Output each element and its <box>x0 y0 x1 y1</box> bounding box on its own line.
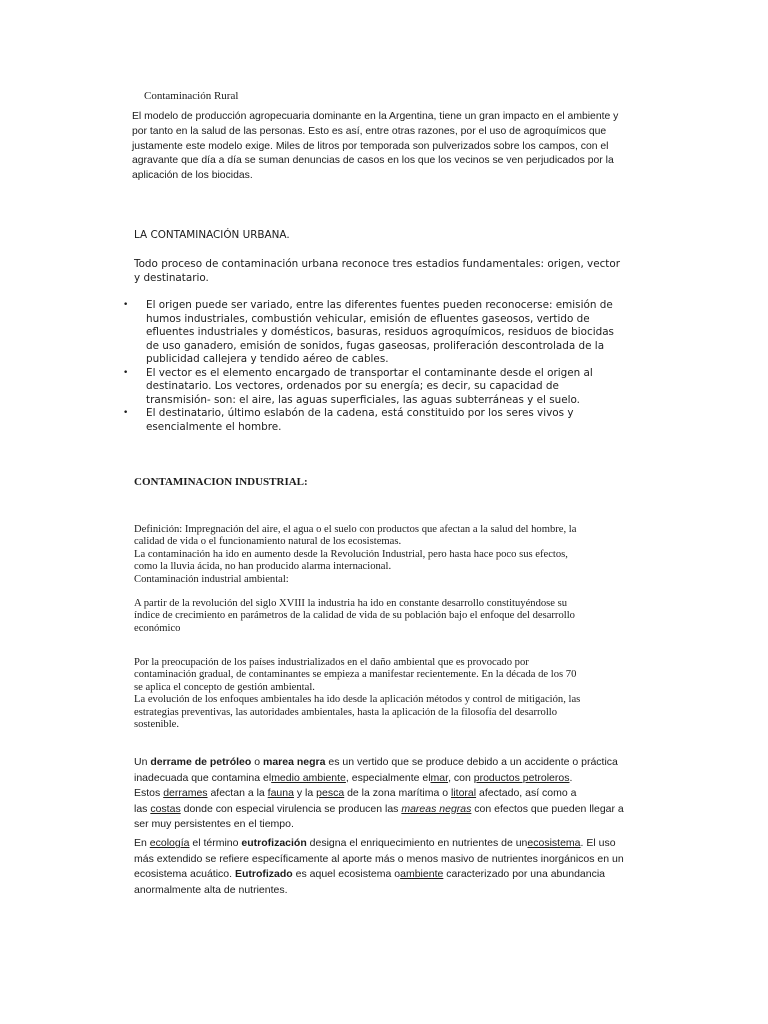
industrial-definition <box>134 524 646 586</box>
text-run: afectan a la <box>207 787 268 799</box>
eutrophication-paragraph <box>134 836 646 898</box>
text-run: afectado, así como a <box>476 787 577 799</box>
text-run: En <box>134 837 150 849</box>
urban-bullet-list <box>112 299 642 434</box>
link-fauna[interactable]: fauna <box>267 787 294 799</box>
text-run: es aquel ecosistema o <box>292 868 401 880</box>
text-line: económico <box>134 622 181 634</box>
text-run: más extendido se refiere específicamente al aporte más o menos masivo de nutrientes inorgánicos en un <box>134 852 624 865</box>
text-line: justamente este modelo exige. Miles de litros por temporada son pulverizados sobre los campos, con el <box>132 140 609 152</box>
text-run: , con <box>448 771 474 784</box>
text-run: . <box>569 771 573 784</box>
text-line: publicidad callejera y tendido aéreo de cables. <box>146 353 389 365</box>
text-run: o <box>251 756 263 768</box>
text-line: como la lluvia ácida, no han producido alarma internacional. <box>134 561 392 573</box>
bullet-icon: • <box>123 408 129 418</box>
text-line: El origen puede ser variado, entre las diferentes fuentes pueden reconocerse: emisión de <box>146 299 613 311</box>
text-line: estrategias preventivas, las autoridades ambientales, hasta la aplicación de la filosofía del desarrollo <box>134 706 557 718</box>
text-run: ser muy persistentes en el tiempo. <box>134 818 294 830</box>
link-derrames[interactable]: derrames <box>163 787 208 799</box>
text-run: con efectos que pueden llegar a <box>471 802 624 815</box>
link-productos-petroleros[interactable]: productos petroleros <box>473 771 570 784</box>
text-line: aplicación de los biocidas. <box>132 170 253 182</box>
list-item <box>112 299 642 367</box>
text-line: se aplica el concepto de gestión ambiental. <box>134 681 315 693</box>
text-run: , especialmente el <box>345 771 431 784</box>
text-line: Contaminación industrial ambiental: <box>134 573 289 585</box>
text-line: agravante que día a día se suman denuncias de casos en los que los vecinos se ven perjudicados por la <box>132 155 614 167</box>
link-ambiente[interactable]: ambiente <box>400 868 444 880</box>
link-ecologia[interactable]: ecología <box>149 837 190 849</box>
text-run: y la <box>293 787 317 799</box>
text-line: calidad de vida o el funcionamiento natural de los ecosistemas. <box>134 536 402 548</box>
text-run: Un <box>134 756 151 768</box>
link-mareas-negras[interactable]: mareas negras <box>401 802 472 815</box>
industrial-paragraph <box>134 598 646 635</box>
text-line: El vector es el elemento encargado de transportar el contaminante desde el origen al <box>146 366 593 379</box>
text-run: inadecuada que contamina el <box>134 771 272 784</box>
text-line: El destinatario, último eslabón de la cadena, está constituido por los seres vivos y <box>146 407 574 419</box>
link-mar[interactable]: mar <box>430 771 449 784</box>
link-litoral[interactable]: litoral <box>450 787 477 799</box>
text-run: . El uso <box>580 837 616 849</box>
text-run: ecosistema acuático. <box>134 868 235 880</box>
term-bold: Eutrofizado <box>234 868 293 880</box>
text-line: efluentes industriales y domésticos, basuras, residuos agroquímicos, residuos de biocidas <box>146 326 614 338</box>
bullet-icon: • <box>123 367 129 378</box>
link-ecosistema[interactable]: ecosistema <box>527 837 581 849</box>
text-line: índice de crecimiento en parámetros de la calidad de vida de su población bajo el enfoque del desarrollo <box>134 610 575 622</box>
link-pesca[interactable]: pesca <box>316 787 345 799</box>
link-medio-ambiente[interactable]: medio ambiente <box>271 771 346 784</box>
section-title-urban: LA CONTAMINACIÓN URBANA. <box>134 229 290 241</box>
text-line: y destinatario. <box>134 272 209 284</box>
urban-intro <box>134 257 640 285</box>
text-line: El modelo de producción agropecuaria dominante en la Argentina, tiene un gran impacto en el ambiente y <box>132 111 619 122</box>
oil-spill-paragraph <box>134 755 646 833</box>
text-line: transmisión- son: el aire, las aguas superficiales, las aguas subterráneas y el suelo. <box>146 393 580 406</box>
text-run: de la zona marítima o <box>344 787 451 799</box>
text-line: Todo proceso de contaminación urbana reconoce tres estadios fundamentales: origen, vector <box>134 258 621 270</box>
text-line: por tanto en la salud de las personas. Esto es así, entre otras razones, por el uso de agroquímicos que <box>132 125 607 137</box>
text-run: designa el enriquecimiento en nutrientes de un <box>306 837 528 849</box>
text-line: Por la preocupación de los países industrializados en el daño ambiental que es provocado por <box>134 657 529 668</box>
section-title-rural: Contaminación Rural <box>144 90 239 102</box>
link-costas[interactable]: costas <box>150 802 181 815</box>
text-line: A partir de la revolución del siglo XVIII la industria ha ido en constante desarrollo constituyéndose su <box>134 598 568 609</box>
text-line: humos industriales, combustión vehicular, emisión de efluentes gaseosos, vertido de <box>146 312 590 325</box>
rural-paragraph <box>132 110 638 184</box>
text-run: es un vertido que se produce debido a un accidente o práctica <box>325 756 618 768</box>
text-line: esencialmente el hombre. <box>146 420 282 433</box>
term-bold: derrame de petróleo <box>150 756 252 768</box>
text-line: destinatario. Los vectores, ordenados por su energía; es decir, su capacidad de <box>146 380 559 392</box>
list-item <box>112 367 642 408</box>
text-run: donde con especial virulencia se producen las <box>180 802 402 815</box>
text-line: La contaminación ha ido en aumento desde la Revolución Industrial, pero hasta hace poco sus efectos, <box>134 548 568 560</box>
bullet-icon: • <box>123 300 129 310</box>
text-run: Estos <box>134 787 164 799</box>
text-run: las <box>134 802 151 815</box>
term-bold: marea negra <box>262 756 326 768</box>
industrial-paragraph <box>134 657 646 731</box>
text-run: anormalmente alta de nutrientes. <box>134 883 288 896</box>
text-line: Definición: Impregnación del aire, el agua o el suelo con productos que afectan a la salud del hombre, la <box>134 524 577 535</box>
text-line: La evolución de los enfoques ambientales ha ido desde la aplicación métodos y control de mitigación, las <box>134 694 581 706</box>
text-line: contaminación gradual, de contaminantes se empieza a manifestar recientemente. En la década de los 70 <box>134 669 577 681</box>
term-bold: eutrofización <box>241 837 307 849</box>
section-title-industrial: CONTAMINACION INDUSTRIAL: <box>134 476 308 488</box>
text-run: el término <box>189 837 242 849</box>
list-item <box>112 407 642 434</box>
text-line: sostenible. <box>134 719 180 731</box>
text-line: de uso ganadero, emisión de sonidos, fugas gaseosas, proliferación descontrolada de la <box>146 339 605 352</box>
text-run: caracterizado por una abundancia <box>443 868 606 880</box>
